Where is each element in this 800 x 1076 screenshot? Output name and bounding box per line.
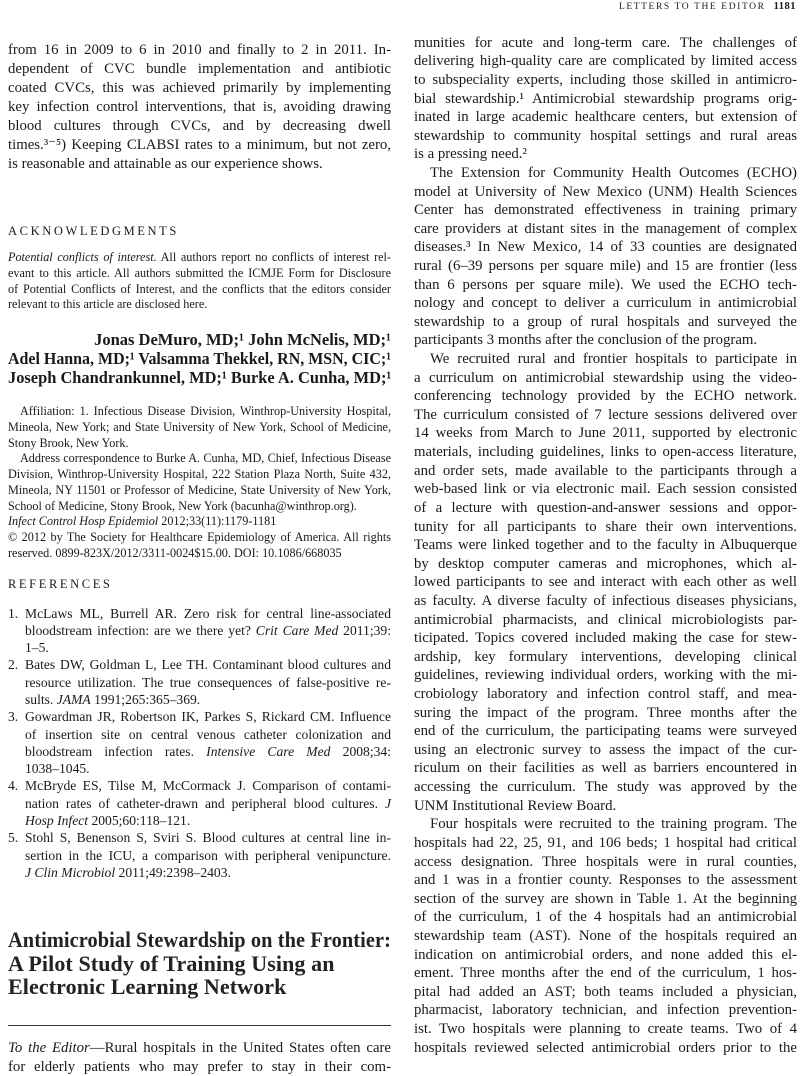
text-run: conferencing technology provided by the ECHO network. — [414, 388, 797, 405]
paragraph — [8, 530, 391, 562]
text-line — [8, 546, 391, 562]
text-run: Electronic Learning Network — [8, 974, 287, 1000]
text-line — [8, 420, 391, 436]
text-run: stewardship to a group of rural hospitals and surveyed the — [414, 313, 797, 330]
italic-text-run: To the Editor — [8, 1040, 90, 1056]
text-line — [8, 98, 391, 117]
reference-list — [8, 605, 391, 882]
text-line — [8, 79, 391, 98]
text-run: Joseph Chandrankunnel, MD;¹ Burke A. Cunha, MD;¹ — [8, 367, 392, 387]
text-run: The curriculum consisted of 7 lecture sessions delivered over — [414, 406, 797, 423]
text-run: Adel Hanna, MD;¹ Valsamma Thekkel, RN, MSN, CIC;¹ — [8, 348, 391, 368]
text-run: 14 weeks from March to June 2011, supported by electronic — [414, 425, 797, 442]
text-run: key infection control interventions, that is, avoiding drawing — [8, 98, 391, 115]
text-line — [414, 964, 797, 983]
text-line — [414, 499, 797, 518]
text-run: —Rural hospitals in the United States often care — [89, 1040, 392, 1056]
text-run: care providers at distant sites in the management of complex — [414, 220, 797, 237]
text-line — [25, 812, 391, 829]
text-line — [8, 155, 391, 174]
reference-number: 1. — [8, 605, 19, 621]
text-run: bial stewardship.¹ Antimicrobial stewardship programs orig- — [414, 90, 797, 107]
text-line — [414, 369, 797, 388]
text-run: lowed participants to see and interact with each other as well — [414, 574, 797, 591]
text-run: 1991;265:365–369. — [90, 691, 201, 707]
text-line — [414, 871, 797, 890]
text-run: pital had added an AST; both teams included a physician, — [414, 983, 797, 1000]
text-line — [414, 685, 797, 704]
text-run: indication on antimicrobial orders, and none added this el- — [414, 946, 797, 963]
reference-item — [8, 829, 391, 881]
text-run: blood cultures through CVCs, and by decreasing dwell — [8, 117, 391, 134]
text-run: coated CVCs, this was achieved primarily by implementing — [8, 79, 391, 96]
text-run: to subspeciality experts, including those skilled in antimicro- — [414, 71, 797, 88]
text-line — [8, 368, 391, 387]
text-run: Affiliation: 1. Infectious Disease Division, Winthrop-University Hospital, — [20, 404, 391, 418]
text-run: and order sets, made available to the participants through a — [414, 462, 797, 479]
text-run: than 6 persons per square mile). We used the ECHO tech- — [414, 276, 797, 293]
text-run: web-based link or via electronic mail. Each session consisted — [414, 481, 797, 498]
text-line — [8, 952, 391, 976]
text-line — [25, 656, 391, 673]
article-body-right-column — [414, 34, 797, 1058]
text-run: ist. Two hospitals were planning to create teams. Two of 4 — [414, 1020, 797, 1037]
paragraph — [8, 451, 391, 514]
text-line — [414, 629, 797, 648]
text-run: section of the survey are shown in Table 1. At the beginning — [414, 890, 797, 907]
text-line — [25, 708, 391, 725]
text-line — [414, 890, 797, 909]
text-run: nology and concept to deliver a curriculum in antimicrobial — [414, 295, 797, 312]
text-run: 1–5. — [25, 640, 49, 656]
text-line — [25, 760, 391, 777]
text-run: McLaws ML, Burrell AR. Zero risk for central line-associated — [25, 605, 391, 621]
text-line — [414, 1020, 797, 1039]
text-line — [414, 704, 797, 723]
paragraph — [414, 815, 797, 1057]
reference-number: 3. — [8, 709, 19, 725]
text-line — [414, 722, 797, 741]
text-line — [414, 480, 797, 499]
text-run: of a lecture with question-and-answer sessions and oppor- — [414, 499, 797, 516]
text-run: Antimicrobial Stewardship on the Frontier: — [8, 927, 392, 952]
text-line — [414, 573, 797, 592]
text-run: 2012;33(11):1179-1181 — [158, 514, 277, 529]
text-run: delivering high-quality care are complicated by limited access — [414, 53, 797, 70]
conflicts-of-interest-statement — [8, 250, 391, 313]
text-run: pharmacist, laboratory technician, and infection prevention- — [414, 1002, 797, 1019]
text-run: Gowardman JR, Robertson IK, Parkes S, Rickard CM. Influence — [25, 709, 391, 725]
italic-text-run: Potential conflicts of interest. — [8, 250, 157, 264]
article-title — [8, 928, 391, 999]
text-run: rural (6–39 persons per square mile) and 15 are frontier (less — [414, 258, 797, 274]
italic-text-run: J — [384, 795, 391, 811]
text-run: Division, Winthrop-University Hospital, 222 Station Plaza North, Suite 432, — [8, 467, 391, 481]
text-run: ement. Three months after the end of the curriculum, 1 hos- — [414, 965, 797, 982]
text-run: 2005;60:118–121. — [88, 813, 191, 829]
text-run: We recruited rural and frontier hospitals to participate in — [430, 351, 797, 368]
text-line — [8, 514, 391, 530]
text-run: stewardship to community hospital settings and rural areas — [414, 127, 797, 144]
text-line — [414, 257, 797, 276]
text-run: Mineola, NY 11501 or Professor of Medicine, State University of New York, — [8, 482, 391, 497]
text-run: nation rates of catheter-drawn and peripheral blood cultures. — [25, 795, 385, 811]
text-line — [414, 666, 797, 685]
text-line — [8, 483, 391, 499]
text-line — [414, 201, 797, 220]
text-line — [25, 864, 391, 881]
text-run: of Potential Conflicts of Interest, and the conflicts that the editors consider — [8, 281, 391, 296]
text-line — [8, 282, 391, 298]
text-run: and 1 was in a frontier county. Responses to the assessment — [414, 872, 797, 889]
text-line — [8, 436, 391, 452]
text-line — [25, 639, 391, 656]
text-line — [25, 743, 391, 760]
text-line — [8, 1058, 391, 1076]
text-run: of the curriculum, 1 of the 4 hospitals had an antimicrobial — [414, 909, 797, 926]
text-line — [8, 530, 391, 546]
text-line — [414, 276, 797, 295]
text-run: © 2012 by The Society for Healthcare Epidemiology of America. All rights — [8, 530, 391, 544]
text-run: 1038–1045. — [25, 761, 90, 777]
text-line — [8, 330, 391, 349]
running-header — [619, 1, 796, 12]
text-run: accessing the curriculum. The study was approved by the — [414, 779, 797, 796]
text-run: crobiology laboratory and infection control staff, and mea- — [414, 686, 797, 703]
text-line — [414, 1001, 797, 1020]
affiliation-block — [8, 404, 391, 562]
text-line — [414, 797, 797, 816]
running-header-section: LETTERS TO THE EDITOR — [618, 2, 766, 12]
text-run: times.³⁻⁵) Keeping CLABSI rates to a minimum, but not zero, — [8, 136, 391, 153]
text-line — [25, 622, 391, 639]
italic-text-run: JAMA — [56, 691, 91, 707]
text-line — [414, 127, 797, 146]
text-line — [25, 691, 391, 708]
text-line — [414, 1039, 797, 1058]
text-line — [414, 164, 797, 183]
text-line — [414, 741, 797, 760]
text-run: sults. — [25, 691, 57, 707]
italic-text-run: Intensive Care Med — [206, 743, 331, 759]
text-line — [414, 853, 797, 872]
text-run: Stony Brook, New York. — [8, 435, 129, 450]
text-run: ticipated. Topics covered included making the case for stew- — [414, 630, 797, 647]
text-run: Bates DW, Goldman L, Lee TH. Contaminant blood cultures and — [25, 657, 391, 673]
text-line — [414, 406, 797, 425]
reference-number: 2. — [8, 657, 19, 673]
text-run: McBryde ES, Tilse M, McCormack J. Comparison of contami- — [25, 778, 391, 794]
text-line — [414, 313, 797, 332]
text-run: 2011;39: — [338, 622, 392, 638]
paragraph — [414, 350, 797, 815]
text-run: evant to this article. All authors submitted the ICMJE Form for Disclosure — [8, 265, 391, 280]
text-run: bloodstream infection rates. — [25, 743, 207, 759]
text-run: ardship, key formulary interventions, developing clinical — [414, 648, 797, 665]
text-run: participants 3 months after the conclusion of the program. — [414, 332, 758, 349]
text-line — [414, 294, 797, 313]
paragraph — [8, 404, 391, 451]
text-run: inated in large academic healthcare centers, but extension of — [414, 109, 797, 126]
text-line — [414, 983, 797, 1002]
page-number: 1181 — [773, 1, 796, 12]
acknowledgments-heading: ACKNOWLEDGMENTS — [8, 224, 179, 238]
text-run: materials, including guidelines, links to open-access literature, — [414, 444, 797, 461]
text-run: using an electronic survey to assess the impact of the cur- — [414, 741, 797, 758]
italic-text-run: Crit Care Med — [255, 622, 339, 638]
text-line — [8, 266, 391, 282]
article-opening-text — [8, 1039, 391, 1076]
text-line — [8, 250, 391, 266]
text-line — [414, 927, 797, 946]
reference-item — [8, 708, 391, 777]
text-line — [414, 220, 797, 239]
text-line — [414, 108, 797, 127]
text-line — [8, 499, 391, 515]
text-run: antimicrobial pharmacists, and clinical microbiologists par- — [414, 611, 797, 628]
text-run: riculum on their facilities as well as barriers encountered in — [414, 760, 797, 777]
text-line — [8, 117, 391, 136]
text-line — [8, 41, 391, 60]
text-line — [414, 71, 797, 90]
text-run: as faculty. A diverse faculty of infectious diseases physicians, — [414, 592, 797, 609]
text-run: Jonas DeMuro, MD;¹ John McNelis, MD;¹ — [94, 329, 391, 349]
text-line — [414, 90, 797, 109]
text-line — [414, 815, 797, 834]
text-run: for elderly patients who may prefer to stay in their com- — [8, 1058, 391, 1075]
text-run: from 16 in 2009 to 6 in 2010 and finally to 2 in 2011. In- — [8, 41, 391, 58]
text-line — [25, 847, 391, 864]
text-run: Center has demonstrated effectiveness in training primary — [414, 202, 797, 219]
text-run: guidelines, reviewing individual orders, working with the mi- — [414, 667, 797, 684]
text-line — [414, 331, 797, 350]
text-run: The Extension for Community Health Outcomes (ECHO) — [430, 164, 797, 181]
references-heading: REFERENCES — [8, 577, 113, 591]
text-run: munities for acute and long-term care. The challenges of — [414, 34, 797, 51]
text-run: is reasonable and attainable as our experience shows. — [8, 155, 323, 172]
reference-item — [8, 605, 391, 657]
text-line — [414, 648, 797, 667]
text-line — [414, 350, 797, 369]
text-run: access designation. Three hospitals were in rural counties, — [414, 853, 797, 870]
text-run: sertion in the ICU, a comparison with peripheral venipuncture. — [25, 847, 391, 863]
text-run: reserved. 0899-823X/2012/3311-0024$15.00. DOI: 10.1086/668035 — [8, 545, 342, 560]
text-run: is a pressing need.² — [414, 146, 527, 163]
text-run: Teams were linked together and to the faculty in Albuquerque — [414, 537, 797, 554]
text-line — [414, 424, 797, 443]
italic-text-run: Infect Control Hosp Epidemiol — [8, 514, 159, 529]
text-line — [8, 349, 391, 368]
text-run: 2011;49:2398–2403. — [115, 864, 231, 880]
text-line — [8, 60, 391, 79]
text-line — [414, 145, 797, 164]
text-line — [8, 451, 391, 467]
text-run: relevant to this article are disclosed here. — [8, 297, 208, 312]
text-line — [25, 777, 391, 794]
text-line — [414, 592, 797, 611]
text-line — [8, 467, 391, 483]
text-run: A Pilot Study of Training Using an — [8, 950, 335, 976]
text-line — [414, 908, 797, 927]
text-run: hospitals had 22, 25, 91, and 106 beds; 1 hospital had critical — [414, 834, 797, 851]
italic-text-run: Hosp Infect — [25, 813, 89, 829]
text-run: 2008;34: — [330, 743, 391, 759]
letter-conclusion-text — [8, 41, 391, 174]
text-line — [414, 518, 797, 537]
text-line — [8, 136, 391, 155]
paragraph — [8, 514, 391, 530]
reference-item — [8, 777, 391, 829]
text-line — [414, 536, 797, 555]
text-line — [414, 387, 797, 406]
text-line — [414, 946, 797, 965]
text-run: stewardship team (AST). None of the hospitals required an — [414, 927, 797, 944]
text-line — [414, 462, 797, 481]
text-line — [8, 1039, 391, 1058]
paragraph — [414, 164, 797, 350]
text-run: Stohl S, Benenson S, Sviri S. Blood cultures at central line in- — [25, 830, 391, 846]
text-line — [414, 443, 797, 462]
text-line — [8, 975, 391, 999]
text-run: diseases.³ In New Mexico, 14 of 33 counties are designated — [414, 239, 797, 256]
text-line — [414, 759, 797, 778]
text-run: resource utilization. The true consequences of false-positive re- — [25, 674, 391, 690]
text-line — [414, 834, 797, 853]
text-run: tunity for all participants to share their own interventions. — [414, 518, 797, 535]
text-run: Mineola, New York; and State University of New York, School of Medicine, — [8, 419, 391, 434]
text-run: UNM Institutional Review Board. — [414, 797, 617, 814]
text-line — [414, 183, 797, 202]
text-run: hospitals reviewed selected antimicrobial orders prior to the — [414, 1039, 797, 1056]
paragraph — [414, 34, 797, 164]
text-run: dependent of CVC bundle implementation and antibiotic — [8, 60, 391, 77]
text-line — [414, 611, 797, 630]
text-line — [414, 34, 797, 53]
text-line — [25, 674, 391, 691]
text-line — [25, 726, 391, 743]
text-run: All authors report no conflicts of interest rel- — [156, 250, 391, 264]
reference-number: 4. — [8, 778, 19, 794]
text-run: bloodstream infection: are we there yet? — [25, 622, 256, 638]
title-divider — [8, 1025, 391, 1026]
text-line — [8, 404, 391, 420]
text-line — [25, 605, 391, 622]
text-line — [8, 297, 391, 313]
text-run: end of the curriculum, the participating teams were surveyed — [414, 723, 797, 740]
text-run: Address correspondence to Burke A. Cunha, MD, Chief, Infectious Disease — [20, 451, 391, 466]
text-run: model at University of New Mexico (UNM) Health Sciences — [414, 183, 797, 200]
text-line — [25, 795, 391, 812]
reference-item — [8, 656, 391, 708]
author-list — [8, 330, 391, 387]
text-run: suring the impact of the program. Three months after the — [414, 704, 797, 721]
text-line — [414, 778, 797, 797]
text-run: School of Medicine, Stony Brook, New York (bacunha@winthrop.org). — [8, 498, 357, 513]
text-line — [414, 238, 797, 257]
reference-number: 5. — [8, 830, 19, 846]
text-run: by desktop computer cameras and microphones, which al- — [414, 555, 797, 572]
text-line — [25, 829, 391, 846]
text-run: Four hospitals were recruited to the training program. The — [430, 816, 797, 833]
text-run: a curriculum on antimicrobial stewardship using the video- — [414, 369, 797, 386]
text-line — [414, 52, 797, 71]
italic-text-run: J Clin Microbiol — [25, 864, 116, 880]
text-line — [8, 928, 391, 952]
text-run: of insertion site on central venous catheter colonization and — [25, 726, 391, 742]
text-line — [414, 555, 797, 574]
